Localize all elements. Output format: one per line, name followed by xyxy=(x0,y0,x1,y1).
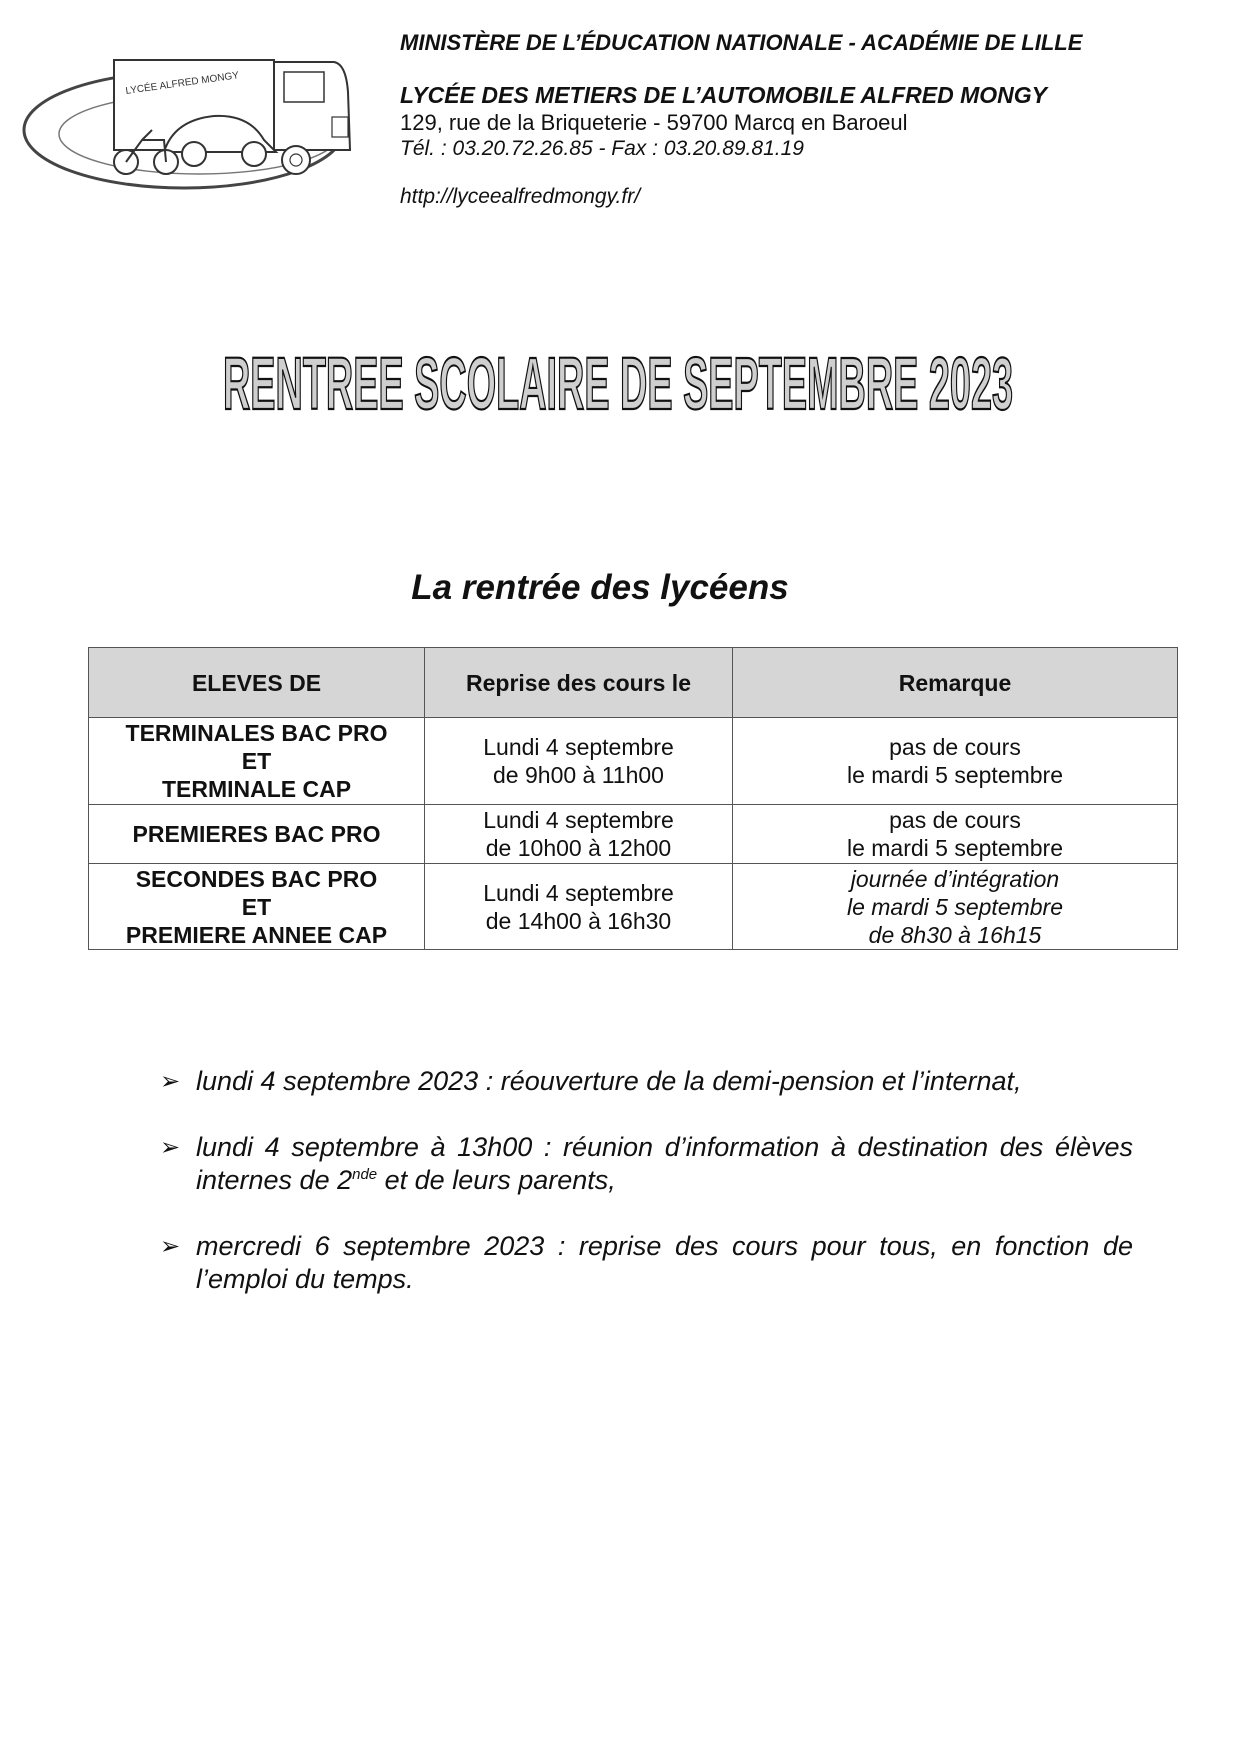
cell-line: ET xyxy=(241,748,272,774)
school-name: LYCÉE DES METIERS DE L’AUTOMOBILE ALFRED MONGY xyxy=(400,82,1048,108)
cell-eleves xyxy=(89,805,425,864)
school-website[interactable]: http://lyceealfredmongy.fr/ xyxy=(400,185,641,208)
table-row xyxy=(89,805,1178,864)
cell-line: de 9h00 à 11h00 xyxy=(493,762,664,788)
list-item-text: mercredi 6 septembre 2023 : reprise des cours pour tous, en fonction de l’emploi du temps. xyxy=(196,1231,1133,1294)
cell-line: Lundi 4 septembre xyxy=(483,879,674,906)
cell-line: PREMIERE ANNEE CAP xyxy=(125,921,388,948)
cell-line: TERMINALE CAP xyxy=(161,776,352,802)
school-phone: Tél. : 03.20.72.26.85 - Fax : 03.20.89.81.19 xyxy=(400,137,804,160)
table-header-row xyxy=(89,648,1178,718)
cell-line: le mardi 5 septembre xyxy=(846,893,1064,920)
cell-line: Lundi 4 septembre xyxy=(483,807,674,833)
cell-line: TERMINALES BAC PRO xyxy=(125,720,388,746)
column-header-reprise: Reprise des cours le xyxy=(425,648,733,718)
cell-eleves xyxy=(89,864,425,950)
cell-line: le mardi 5 septembre xyxy=(846,762,1064,788)
page-title xyxy=(218,345,1018,427)
cell-line: le mardi 5 septembre xyxy=(846,835,1064,861)
list-item-text: lundi 4 septembre 2023 : réouverture de la demi-pension et l’internat, xyxy=(196,1066,1022,1096)
superscript-text: nde xyxy=(352,1166,378,1183)
list-item-text: lundi 4 septembre à 13h00 : réunion d’information à destination des élèves internes de 2 xyxy=(196,1132,1133,1195)
cell-line: de 10h00 à 12h00 xyxy=(485,835,672,861)
cell-line: journée d’intégration xyxy=(850,865,1060,892)
list-item xyxy=(160,1131,1133,1197)
cell-remarque xyxy=(733,805,1178,864)
arrow-bullet-icon: ➢ xyxy=(160,1134,181,1161)
cell-line: de 14h00 à 16h30 xyxy=(485,907,672,934)
arrow-bullet-icon: ➢ xyxy=(160,1068,181,1095)
list-item xyxy=(160,1065,1133,1098)
cell-line: pas de cours xyxy=(889,734,1021,760)
cell-reprise xyxy=(425,805,733,864)
cell-line: pas de cours xyxy=(889,807,1021,833)
cell-reprise xyxy=(425,864,733,950)
cell-reprise xyxy=(425,718,733,805)
cell-remarque xyxy=(733,718,1178,805)
section-subtitle: La rentrée des lycéens xyxy=(411,568,789,607)
cell-eleves xyxy=(89,718,425,805)
column-header-eleves: ELEVES DE xyxy=(89,648,425,718)
cell-remarque xyxy=(733,864,1178,950)
table-row xyxy=(89,864,1178,950)
schedule-table xyxy=(88,647,1178,950)
list-item-text-end: et de leurs parents, xyxy=(377,1165,616,1195)
list-item xyxy=(160,1230,1133,1296)
letterhead xyxy=(400,28,1180,210)
school-logo xyxy=(14,22,374,192)
ministry-line: MINISTÈRE DE L’ÉDUCATION NATIONALE - ACADÉMIE DE LILLE xyxy=(400,30,1083,55)
cell-line: de 8h30 à 16h15 xyxy=(868,921,1042,948)
column-header-remarque: Remarque xyxy=(733,648,1178,718)
svg-text:LYCÉE ALFRED MONGY: LYCÉE ALFRED MONGY xyxy=(124,70,240,97)
cell-line: Lundi 4 septembre xyxy=(483,734,674,760)
school-address: 129, rue de la Briqueterie - 59700 Marcq en Baroeul xyxy=(400,110,908,135)
info-list xyxy=(160,1065,1133,1329)
page-title-text: RENTREE SCOLAIRE DE SEPTEMBRE 2023 xyxy=(223,345,1013,425)
cell-line: SECONDES BAC PRO xyxy=(135,865,378,892)
cell-line: ET xyxy=(241,893,272,920)
cell-line: PREMIERES BAC PRO xyxy=(132,821,381,847)
table-row xyxy=(89,718,1178,805)
arrow-bullet-icon: ➢ xyxy=(160,1233,181,1260)
